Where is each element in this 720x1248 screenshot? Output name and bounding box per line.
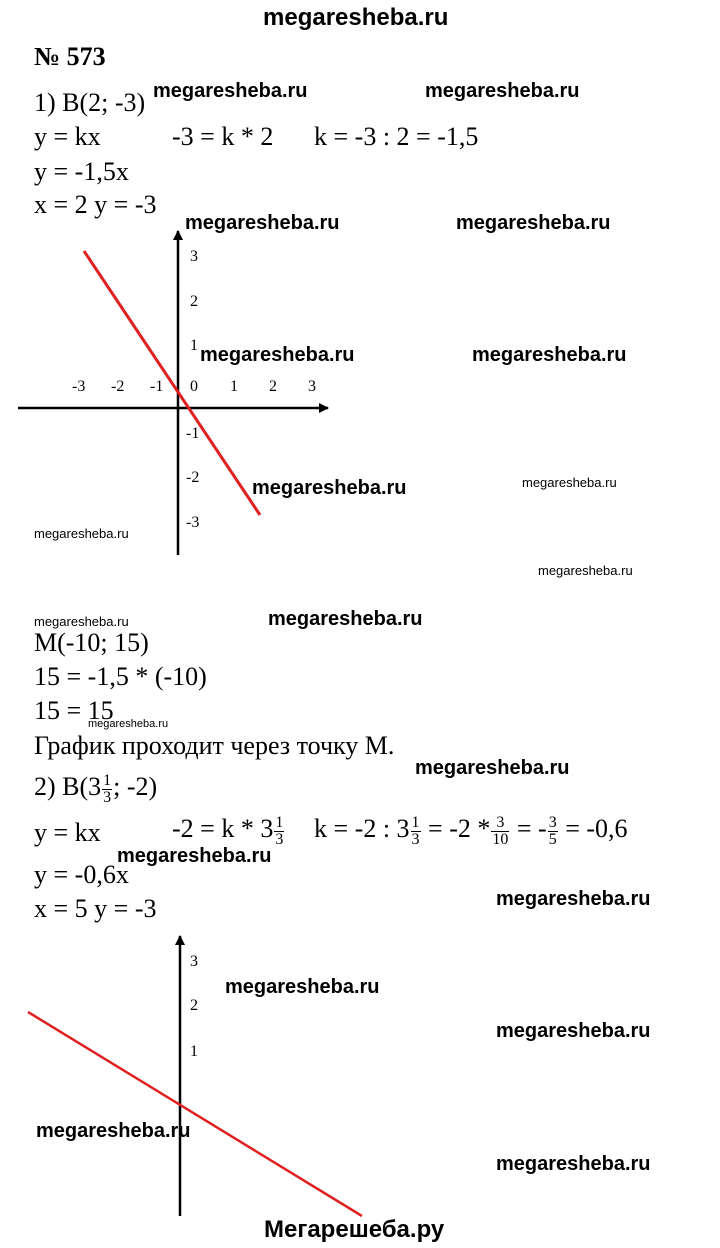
check-conclusion: График проходит через точку M. — [34, 731, 395, 760]
watermark: megaresheba.ru — [425, 80, 580, 102]
graph-1-y-tick: 2 — [190, 293, 198, 310]
part2-substitution-fraction — [274, 815, 284, 848]
graph-1-y-tick: -2 — [186, 469, 200, 486]
graph-1-y-tick: -3 — [186, 514, 200, 531]
part2-point-suffix: ; -2) — [113, 772, 158, 801]
part2-k-prefix: k = -2 : 3 — [314, 814, 410, 843]
part2-k-fraction-2 — [491, 815, 509, 848]
watermark: megaresheba.ru — [472, 344, 627, 366]
part2-substitution — [172, 814, 285, 848]
part2-function: y = -0,6x — [34, 860, 129, 889]
part1-point-values: x = 2 y = -3 — [34, 190, 157, 219]
problem-number: № 573 — [34, 42, 106, 71]
graph-1-x-tick: 0 — [190, 378, 198, 395]
site-header: megaresheba.ru — [263, 4, 449, 31]
watermark: megaresheba.ru — [496, 1153, 651, 1175]
watermark: megaresheba.ru — [200, 344, 355, 366]
graph-1-x-tick: 1 — [230, 378, 238, 395]
part1-function: y = -1,5x — [34, 157, 129, 186]
part1-point: 1) B(2; -3) — [34, 88, 146, 117]
watermark: megaresheba.ru — [415, 757, 570, 779]
fraction-denominator: 5 — [548, 830, 557, 848]
part2-k-mid-2: = - — [516, 814, 547, 843]
graph-1-x-tick: 2 — [269, 378, 277, 395]
fraction-denominator: 3 — [411, 830, 420, 848]
check-equation: 15 = -1,5 * (-10) — [34, 662, 207, 691]
watermark-small: megaresheba.ru — [538, 563, 633, 578]
graph-2 — [0, 930, 380, 1220]
watermark: megaresheba.ru — [496, 1020, 651, 1042]
part2-point-values: x = 5 y = -3 — [34, 894, 157, 923]
fraction-numerator: 1 — [103, 771, 112, 789]
graph-1-y-tick: 3 — [190, 248, 198, 265]
fraction-numerator: 1 — [275, 813, 284, 831]
fraction-numerator: 3 — [548, 813, 557, 831]
watermark: megaresheba.ru — [36, 1120, 191, 1142]
graph-1 — [0, 225, 360, 565]
fraction-numerator: 1 — [411, 813, 420, 831]
graph-1-x-tick: 3 — [308, 378, 316, 395]
graph-1-y-tick: 1 — [190, 337, 198, 354]
watermark: megaresheba.ru — [456, 212, 611, 234]
fraction-numerator: 3 — [491, 815, 509, 832]
fraction-denominator: 3 — [103, 788, 112, 806]
watermark: megaresheba.ru — [225, 976, 380, 998]
watermark-small: megaresheba.ru — [88, 718, 169, 730]
part2-k-fraction-1 — [411, 815, 421, 848]
part2-formula: y = kx — [34, 818, 101, 847]
watermark: megaresheba.ru — [185, 212, 340, 234]
part2-k-value — [314, 814, 628, 848]
graph-2-y-tick: 3 — [190, 953, 198, 970]
watermark: megaresheba.ru — [252, 477, 407, 499]
watermark-small: megaresheba.ru — [522, 475, 617, 490]
watermark-small: megaresheba.ru — [34, 614, 129, 629]
graph-2-y-tick: 2 — [190, 997, 198, 1014]
part2-substitution-text: -2 = k * 3 — [172, 814, 274, 843]
part1-formula: y = kx — [34, 122, 101, 151]
fraction-denominator: 10 — [492, 830, 509, 848]
fraction-denominator: 3 — [275, 830, 284, 848]
part2-point — [34, 772, 157, 806]
part1-k-value: k = -3 : 2 = -1,5 — [314, 122, 479, 151]
check-point: M(-10; 15) — [34, 628, 149, 657]
part2-k-mid-1: = -2 * — [428, 814, 491, 843]
watermark: megaresheba.ru — [496, 888, 651, 910]
graph-1-x-tick: -3 — [72, 378, 86, 395]
watermark: megaresheba.ru — [153, 80, 308, 102]
watermark-small: megaresheba.ru — [34, 526, 129, 541]
graph-1-y-tick: -1 — [186, 425, 200, 442]
part2-point-fraction — [102, 773, 112, 806]
graph-1-x-tick: -1 — [150, 378, 164, 395]
part2-k-fraction-3 — [548, 815, 558, 848]
part2-k-end: = -0,6 — [565, 814, 628, 843]
watermark: megaresheba.ru — [117, 845, 272, 867]
check-result: 15 = 15 — [34, 696, 114, 725]
graph-2-y-tick: 1 — [190, 1043, 198, 1060]
site-footer: Мегарешеба.ру — [264, 1216, 445, 1243]
graph-1-x-tick: -2 — [111, 378, 125, 395]
watermark: megaresheba.ru — [268, 608, 423, 630]
part1-substitution: -3 = k * 2 — [172, 122, 274, 151]
part2-point-prefix: 2) B(3 — [34, 772, 102, 801]
